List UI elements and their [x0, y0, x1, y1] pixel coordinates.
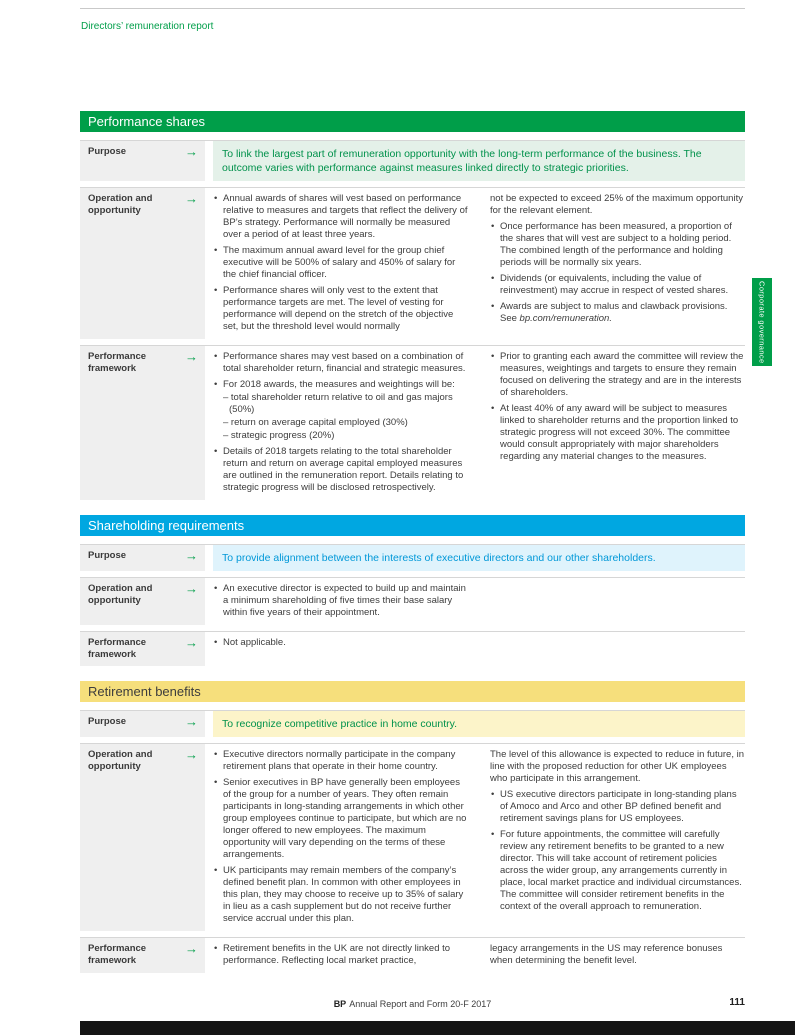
row-label-text: Operation and opportunity [88, 583, 153, 606]
page-number: 111 [729, 997, 745, 1008]
row-label-text: Performance framework [88, 943, 147, 966]
bullet-item: • Performance shares will only vest to the extent that performance targets are met. The level of vesting for performance will depend on the stretch of the objective set, but the threshold level would normally [213, 285, 468, 333]
retirement-benefits-banner: Retirement benefits [80, 681, 745, 702]
bullet-item: • Not applicable. [213, 637, 468, 649]
top-rule [80, 8, 745, 9]
dash-item: – total shareholder return relative to oil and gas majors (50%) [223, 392, 453, 415]
column-right [490, 943, 745, 967]
section-shareholding-requirements [80, 515, 745, 666]
section-retirement-benefits [80, 681, 745, 973]
row-label-purpose [80, 545, 205, 571]
arrow-right-icon: → [185, 635, 198, 650]
arrow-right-icon: → [185, 349, 198, 364]
page-content [80, 111, 745, 988]
bullet-item: • For future appointments, the committee will carefully review any retirement benefits to be granted to a new director. This will take account of retirement policies across the wider group, any arrangements currently in place, local market practice and individual circumstances. The committee will consider retirement benefits in the context of the overall approach to remuneration. [490, 829, 745, 913]
arrow-right-icon: → [185, 714, 198, 729]
column-right [490, 583, 745, 619]
row-purpose [80, 140, 745, 181]
row-label-operation [80, 188, 205, 339]
corporate-governance-tab: Corporate governance [752, 278, 772, 366]
row-label-text: Operation and opportunity [88, 193, 153, 216]
row-label-text: Purpose [88, 550, 127, 561]
bullet-item: • Senior executives in BP have generally been employees of the group for a number of years. They often remain participants in long-standing arrangements in which other group employees continue to participate, but which are no longer offered to new employees. The maximum opportunity will vary depending on the terms of these arrangements. [213, 777, 468, 861]
column-left [213, 749, 468, 925]
framework-columns [213, 938, 745, 973]
purpose-statement: To provide alignment between the interests of executive directors and our other shareholders. [213, 545, 745, 571]
section-performance-shares [80, 111, 745, 500]
column-left [213, 943, 468, 967]
row-label-purpose [80, 711, 205, 737]
operation-columns [213, 188, 745, 339]
shareholding-requirements-banner: Shareholding requirements [80, 515, 745, 536]
continuation-text: not be expected to exceed 25% of the maximum opportunity for the relevant element. [490, 193, 743, 216]
bullet-item: • An executive director is expected to build up and maintain a minimum shareholding of five times their base salary within five years of their appointment. [213, 583, 468, 619]
row-framework [80, 937, 745, 973]
bullet-text: Awards are subject to malus and clawback provisions. See [500, 301, 728, 324]
dash-item: – return on average capital employed (30%) [223, 417, 408, 428]
purpose-statement: To recognize competitive practice in home country. [213, 711, 745, 737]
row-label-text: Purpose [88, 146, 127, 157]
column-right [490, 637, 745, 649]
row-label-text: Purpose [88, 716, 127, 727]
report-title: Directors’ remuneration report [81, 21, 214, 32]
bullet-item: • Prior to granting each award the committee will review the measures, weightings and targets to ensure they remain focused on delivering the strategy and are in the interests of shareholders. [490, 351, 745, 399]
row-framework [80, 631, 745, 666]
bullet-item: • Retirement benefits in the UK are not directly linked to performance. Reflecting local market practice, [213, 943, 468, 967]
row-purpose [80, 544, 745, 571]
column-left [213, 583, 468, 619]
row-label-operation [80, 744, 205, 931]
row-purpose [80, 710, 745, 737]
operation-columns [213, 578, 745, 625]
column-left [213, 193, 468, 333]
bullet-item: • Dividends (or equivalents, including the value of reinvestment) may accrue in respect of vested shares. [490, 273, 745, 297]
bullet-item: • UK participants may remain members of the company’s defined benefit plan. In common with other employees in this plan, they may choose to receive up to 35% of salary in lieu as a cash supplement but do not receive further service accrual under this plan. [213, 865, 468, 925]
arrow-right-icon: → [185, 191, 198, 206]
purpose-statement: To link the largest part of remuneration opportunity with the long-term performance of the business. The outcome varies with performance against measures linked directly to strategic priorities. [213, 141, 745, 181]
bullet-item: • The maximum annual award level for the group chief executive will be 500% of salary and 450% of salary for the chief financial officer. [213, 245, 468, 281]
row-label-text: Performance framework [88, 637, 147, 660]
remuneration-link-text: bp.com/remuneration. [519, 313, 612, 324]
row-operation [80, 743, 745, 931]
row-label-operation [80, 578, 205, 625]
bullet-item: • Performance shares may vest based on a combination of total shareholder return, financial and strategic measures. [213, 351, 468, 375]
row-label-text: Performance framework [88, 351, 147, 374]
row-framework [80, 345, 745, 500]
column-left [213, 637, 468, 649]
arrow-right-icon: → [185, 747, 198, 762]
bullet-item: • US executive directors participate in long-standing plans of Amoco and Arco and other BP defined benefit and retirement savings plans for US employees. [490, 789, 745, 825]
bullet-item: • For 2018 awards, the measures and weightings will be: [213, 379, 468, 391]
bottom-bar [80, 1021, 795, 1035]
bullet-item: • Executive directors normally participate in the company retirement plans that operate in their home country. [213, 749, 468, 773]
row-label-purpose [80, 141, 205, 181]
arrow-right-icon: → [185, 144, 198, 159]
arrow-right-icon: → [185, 548, 198, 563]
continuation-text: The level of this allowance is expected to reduce in future, in line with the proposed reduction for other UK employees who participate in this arrangement. [490, 749, 745, 784]
row-label-framework [80, 346, 205, 500]
arrow-right-icon: → [185, 941, 198, 956]
column-right [490, 749, 745, 925]
row-operation [80, 577, 745, 625]
bullet-item [490, 301, 745, 325]
framework-columns [213, 346, 745, 500]
framework-columns [213, 632, 745, 655]
column-right [490, 351, 745, 494]
row-operation [80, 187, 745, 339]
bullet-item: • Details of 2018 targets relating to the total shareholder return and return on average capital employed measures are outlined in the remuneration report. Details relating to strategic progress will be disclosed retrospectively. [213, 446, 468, 494]
dash-item: – strategic progress (20%) [223, 430, 335, 441]
column-left [213, 351, 468, 494]
row-label-framework [80, 938, 205, 973]
arrow-right-icon: → [185, 581, 198, 596]
footer-brand: BP [333, 999, 347, 1009]
footer [80, 999, 745, 1009]
footer-title: Annual Report and Form 20-F 2017 [349, 999, 492, 1009]
bullet-item: • Once performance has been measured, a proportion of the shares that will vest are subject to a holding period. The combined length of the performance and holding periods will be normally six years. [490, 221, 745, 269]
column-right [490, 193, 745, 333]
row-label-text: Operation and opportunity [88, 749, 153, 772]
performance-shares-banner: Performance shares [80, 111, 745, 132]
bullet-item: • At least 40% of any award will be subject to measures linked to shareholder returns and the proportion linked to strategic progress will not exceed 30%. The committee would consult appropriately with major shareholders regarding any material changes to the measures. [490, 403, 745, 463]
operation-columns [213, 744, 745, 931]
bullet-item: • Annual awards of shares will vest based on performance relative to measures and targets that reflect the delivery of BP’s strategy. Performance will normally be measured over a period of at least three years. [213, 193, 468, 241]
continuation-text: legacy arrangements in the US may reference bonuses when determining the benefit level. [490, 943, 723, 966]
row-label-framework [80, 632, 205, 666]
